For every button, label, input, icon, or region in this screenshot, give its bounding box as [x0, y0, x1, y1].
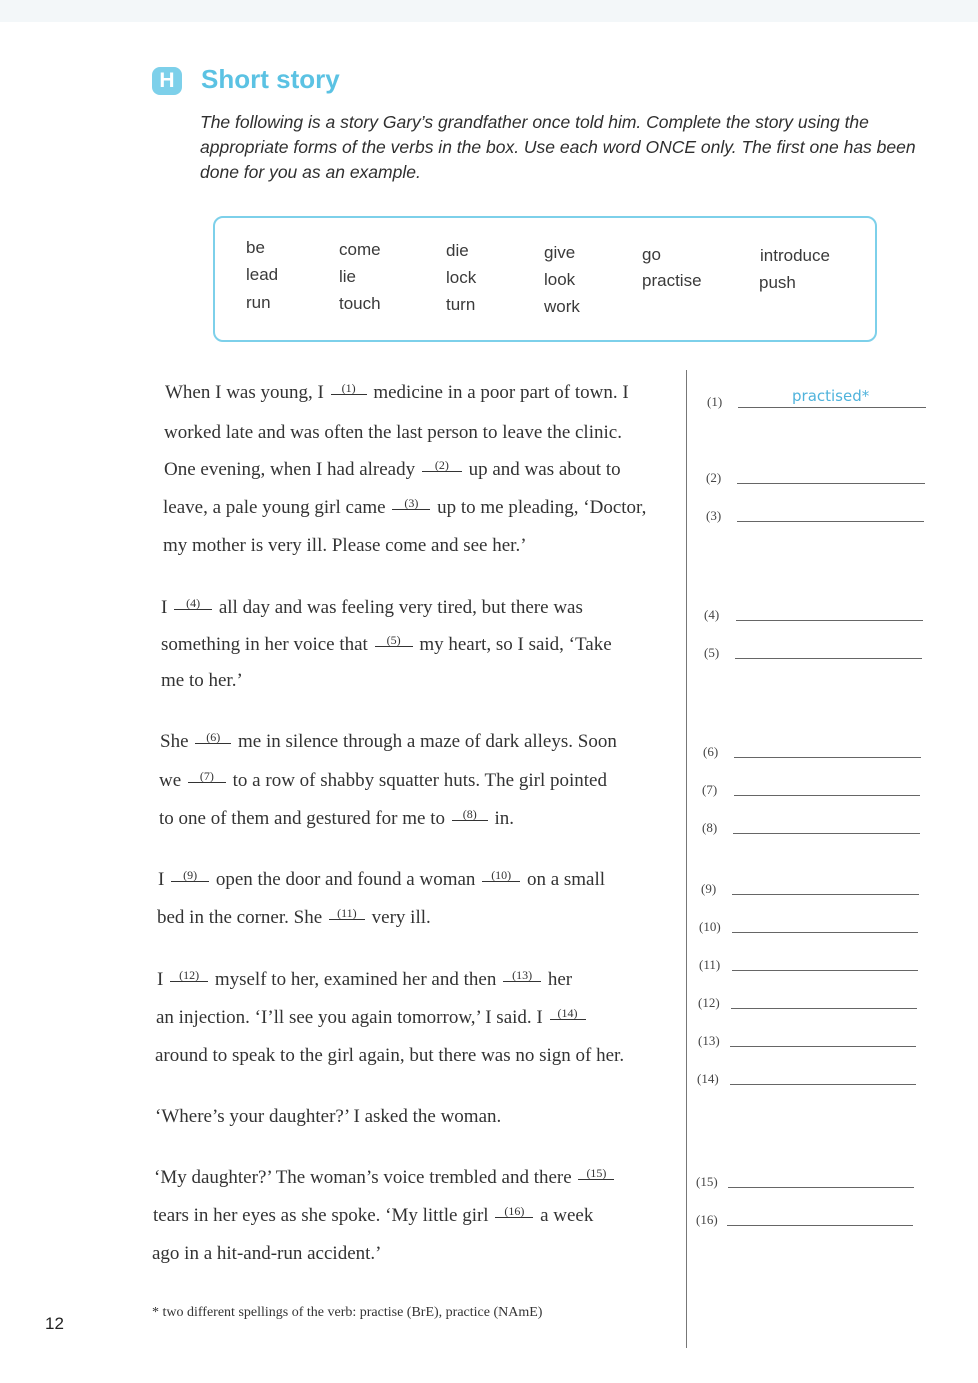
word-box-item: go — [642, 245, 661, 264]
answer-line[interactable] — [730, 1046, 916, 1047]
word-box-item: practise — [642, 271, 702, 290]
story-blank: (14) — [550, 1007, 586, 1020]
story-line: my mother is very ill. Please come and see her.’ — [163, 535, 527, 556]
answer-number: (16) — [696, 1212, 718, 1227]
story-blank: (2) — [422, 459, 462, 472]
story-line: When I was young, I (1) medicine in a poor part of town. I — [165, 381, 629, 403]
answer-line[interactable] — [733, 833, 920, 834]
story-line: bed in the corner. She (11) very ill. — [157, 906, 431, 928]
story-line: we (7) to a row of shabby squatter huts. The girl pointed — [159, 769, 607, 791]
section-badge: H — [152, 67, 182, 95]
story-line: ‘My daughter?’ The woman’s voice trembled and there (15) — [154, 1167, 616, 1189]
answer-example: practised* — [792, 387, 870, 405]
story-line: ago in a hit-and-run accident.’ — [152, 1243, 382, 1264]
word-box-item: work — [544, 297, 580, 316]
answer-line[interactable] — [735, 658, 922, 659]
story-line: me to her.’ — [161, 670, 243, 691]
story-blank: (4) — [174, 597, 212, 610]
answer-line[interactable] — [732, 894, 919, 895]
story-blank: (1) — [331, 382, 367, 395]
story-blank: (16) — [495, 1205, 533, 1218]
answer-number: (3) — [706, 508, 722, 523]
story-line: I (9) open the door and found a woman (10) on a small — [158, 868, 606, 890]
word-box-item: give — [544, 243, 576, 262]
answer-number: (1) — [707, 394, 723, 409]
word-box-item: lock — [446, 268, 477, 287]
word-box-item: lie — [339, 267, 357, 286]
word-box-item: touch — [339, 294, 381, 313]
word-box-item: introduce — [760, 246, 830, 265]
footnote: * two different spellings of the verb: practise (BrE), practice (NAmE) — [152, 1305, 543, 1320]
word-box-item: come — [339, 240, 381, 259]
story-line: I (12) myself to her, examined her and then (13) her — [157, 968, 573, 990]
answer-line[interactable] — [732, 970, 918, 971]
answer-number: (5) — [704, 645, 720, 660]
answer-line[interactable] — [734, 795, 920, 796]
answer-line[interactable] — [736, 620, 923, 621]
story-line: I (4) all day and was feeling very tired, but there was — [161, 596, 583, 618]
answer-number: (6) — [703, 744, 719, 759]
story-line: tears in her eyes as she spoke. ‘My little girl (16) a week — [153, 1204, 594, 1226]
story-line: an injection. ‘I’ll see you again tomorrow,’ I said. I (14) — [156, 1007, 588, 1029]
word-box-item: die — [446, 241, 469, 260]
answer-number: (12) — [698, 995, 720, 1010]
story-line: to one of them and gestured for me to (8) in. — [159, 807, 515, 829]
story-blank: (12) — [170, 969, 208, 982]
answer-line[interactable] — [730, 1084, 916, 1085]
answer-line[interactable] — [734, 757, 921, 758]
word-box-item: lead — [246, 265, 279, 284]
answer-column-divider — [686, 370, 687, 1348]
story-blank: (5) — [375, 634, 413, 647]
answer-number: (8) — [702, 820, 718, 835]
story-blank: (3) — [392, 497, 430, 510]
answer-line[interactable] — [731, 1008, 917, 1009]
answer-number: (13) — [698, 1033, 720, 1048]
story-blank: (15) — [578, 1167, 614, 1180]
story-blank: (7) — [188, 770, 226, 783]
answer-number: (14) — [697, 1071, 719, 1086]
story-blank: (13) — [503, 969, 541, 982]
answer-number: (4) — [704, 607, 720, 622]
story-line: One evening, when I had already (2) up and was about to — [164, 458, 621, 480]
answer-line[interactable] — [738, 407, 926, 408]
word-box-item: push — [759, 273, 796, 292]
answer-line[interactable] — [727, 1225, 913, 1226]
story-blank: (9) — [171, 869, 209, 882]
story-blank: (8) — [452, 808, 488, 821]
section-title: Short story — [201, 64, 340, 94]
story-blank: (11) — [329, 907, 365, 920]
word-box-item: run — [246, 293, 271, 312]
answer-line[interactable] — [737, 521, 924, 522]
answer-number: (2) — [706, 470, 722, 485]
story-line: around to speak to the girl again, but there was no sign of her. — [155, 1045, 625, 1066]
answer-line[interactable] — [728, 1187, 914, 1188]
story-line: something in her voice that (5) my heart, so I said, ‘Take — [161, 633, 612, 655]
story-line: worked late and was often the last person to leave the clinic. — [164, 422, 622, 443]
answer-line[interactable] — [737, 483, 925, 484]
answer-line[interactable] — [732, 932, 918, 933]
story-blank: (6) — [195, 731, 231, 744]
word-box-item: be — [246, 238, 265, 257]
instructions: The following is a story Gary’s grandfather once told him. Complete the story using the appropriate forms of the verbs in the box. Use each word ONCE only. The first one has been done for you as an example. — [200, 112, 916, 182]
answer-number: (10) — [699, 919, 721, 934]
answer-number: (15) — [696, 1174, 718, 1189]
story-line: leave, a pale young girl came (3) up to me pleading, ‘Doctor, — [163, 496, 647, 518]
story-line: ‘Where’s your daughter?’ I asked the woman. — [155, 1106, 502, 1127]
page-number: 12 — [45, 1314, 64, 1333]
word-box-item: turn — [446, 295, 476, 314]
story-blank: (10) — [482, 869, 520, 882]
story-line: She (6) me in silence through a maze of dark alleys. Soon — [160, 730, 617, 752]
answer-number: (11) — [699, 957, 721, 972]
answer-number: (7) — [702, 782, 718, 797]
page-header-strip — [0, 0, 978, 22]
word-box-item: look — [544, 270, 576, 289]
answer-number: (9) — [701, 881, 717, 896]
